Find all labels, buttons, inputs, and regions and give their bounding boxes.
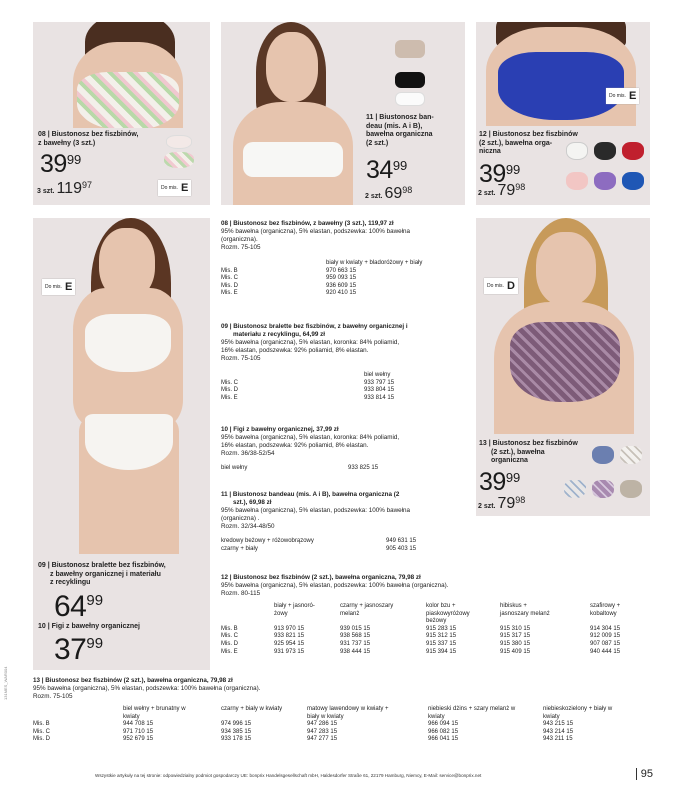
table-row: Mis. C 971 710 15 934 385 15 947 283 15 966 082 15 943 214 15 xyxy=(33,728,574,735)
product-photo-13 xyxy=(476,218,650,434)
product-caption-08: 08 | Biustonosz bez fiszbinów, z bawełny (3 szt.) xyxy=(38,131,139,147)
article-table-13: biel wełny + brunatny w kwiaty czarny + biały w kwiaty matowy lawendowy w kwiaty + biały w kwiaty niebieski dżins + szary melanż w kwiaty niebieskozielony + biały w kwiaty Mis. B 944 708 15 974 996 15 947 286 15 966 094 15 943 215 15 Mis. C 971 710 15 934 385 15 947 283 15 966 082 15 943 214 15 Mis. D 952 679 15 933 178 15 947 277 15 966 041 15 943 211 15 xyxy=(33,706,643,744)
article-table-11 xyxy=(221,538,416,553)
table-row: Mis. E 933 814 15 xyxy=(221,394,395,401)
multi-price-13: 2 szt. 7998 xyxy=(478,495,526,512)
product-photo-09 xyxy=(33,218,210,554)
description-10: 10 | Figi z bawełny organicznej, 37,99 zł 95% bawełna (organiczna), 5% elastan, koronka: 84% poliamid, 16% elastan, podszewka: 92% poliamid, 8% elastan. Rozm. 36/38-52/54 xyxy=(221,426,400,457)
cup-size-badge-13: Do mis. D xyxy=(484,278,518,294)
price-12: $39^{99}$ xyxy=(479,160,521,188)
table-row: Mis. B 970 663 15 xyxy=(221,267,357,274)
table-row: Mis. C 933 821 15 938 568 15 915 312 15 915 317 15 912 009 15 xyxy=(221,633,621,640)
table-row: Mis. D 936 609 15 xyxy=(221,282,357,289)
product-caption-11: 11 | Biustonosz ban- deau (mis. A i B), bawełna organiczna (2 szt.) xyxy=(366,114,434,147)
article-table-09: biel wełny Mis. C 933 797 15 Mis. D 933 804 15 Mis. E 933 814 15 xyxy=(221,372,395,401)
swatch-image xyxy=(594,142,616,160)
swatch-image xyxy=(166,135,192,149)
swatch-image xyxy=(594,172,616,190)
description-13: 13 | Biustonosz bez fiszbinów (2 szt.), bawełna organiczna, 79,98 zł 95% bawełna (organiczna), 5% elastan, podszewka: 100% bawełna (organiczna). Rozm. 75-105 xyxy=(33,677,261,700)
swatch-image xyxy=(620,480,642,498)
table-row: czarny + biały 905 403 15 xyxy=(221,545,417,552)
swatch-image xyxy=(395,72,425,88)
cup-size-badge-08: Do mis. E xyxy=(158,180,191,196)
swatch-image xyxy=(620,446,642,464)
cup-size-badge-09: Do mis. E xyxy=(42,279,75,295)
side-code: 131MES_WAR004 xyxy=(3,666,8,700)
swatch-image xyxy=(395,92,425,106)
price-08: $39^{99}$ xyxy=(40,150,82,178)
table-row: Mis. E 931 973 15 938 444 15 915 394 15 915 409 15 940 444 15 xyxy=(221,648,621,655)
table-row: Mis. D 952 679 15 933 178 15 947 277 15 966 041 15 943 211 15 xyxy=(33,736,573,743)
table-row: Mis. B 913 970 15 939 015 15 915 283 15 915 310 15 914 304 15 xyxy=(221,625,621,632)
table-row: kredowy beżowy + różowobrązowy 949 631 15 xyxy=(221,538,417,544)
table-row: Mis. D 933 804 15 xyxy=(221,387,395,394)
swatch-image xyxy=(622,142,644,160)
description-09: 09 | Biustonosz bralette bez fiszbinów, z bawełny organicznej i materiału z recyklingu, 64,99 zł 95% bawełna (organiczna), 5% elastan, koronka: 84% poliamid, 16% elastan, podszewka: 92% poliamid, 8% elastan. Rozm. 75-105 xyxy=(221,323,408,362)
table-row: Mis. C 933 797 15 xyxy=(221,379,395,386)
product-caption-09: 09 | Biustonosz bralette bez fiszbinów, z bawełny organicznej i materiału z recyklingu xyxy=(38,562,166,586)
multi-price-08: 3 szt. 11997 xyxy=(37,180,92,197)
product-photo-08 xyxy=(33,22,210,128)
product-caption-12: 12 | Biustonosz bez fiszbinów (2 szt.), bawełna orga- niczna xyxy=(479,131,578,155)
description-11: 11 | Biustonosz bandeau (mis. A i B), bawełna organiczna (2 szt.), 69,98 zł 95% bawełna (organiczna), 5% elastan, podszewka: 100% bawełna (organiczna) . Rozm. 32/34-48/50 xyxy=(221,491,411,530)
table-row: Mis. C 959 093 15 xyxy=(221,275,357,282)
cup-size-badge-12: Do mis. E xyxy=(606,88,639,104)
table-row: Mis. E 920 410 15 xyxy=(221,290,357,297)
table-row: Mis. B 944 708 15 974 996 15 947 286 15 966 094 15 943 215 15 xyxy=(33,721,574,728)
description-08: 08 | Biustonosz bez fiszbinów, z bawełny (3 szt.), 119,97 zł 95% bawełna (organiczna), 5% elastan, podszewka: 100% bawełna (organiczna). Rozm. 75-105 xyxy=(221,220,411,251)
swatch-image xyxy=(564,480,586,498)
product-caption-10: 10 | Figi z bawełny organicznej xyxy=(38,623,140,630)
article-table-10 xyxy=(221,465,378,473)
swatch-image xyxy=(592,446,614,464)
page-number: 95 xyxy=(636,768,653,780)
product-photo-12 xyxy=(476,22,650,126)
description-12: 12 | Biustonosz bez fiszbinów (2 szt.), bawełna organiczna, 79,98 zł 95% bawełna (organiczna), 5% elastan, podszewka: 100% bawełna (organiczna). Rozm. 80-115 xyxy=(221,574,449,597)
price-10: 3799 xyxy=(54,633,104,666)
swatch-image xyxy=(164,152,194,168)
article-table-08: biały w kwiaty + bladoróżowy + biały Mis. B 970 663 15 Mis. C 959 093 15 Mis. D 936 609 15 Mis. E 920 410 15 xyxy=(221,260,423,297)
product-photo-11 xyxy=(221,22,361,205)
table-row: Mis. D 925 954 15 931 737 15 915 337 15 915 380 15 907 087 15 xyxy=(221,640,621,647)
swatch-image xyxy=(566,172,588,190)
product-caption-13: 13 | Biustonosz bez fiszbinów (2 szt.), bawełna organiczna xyxy=(479,440,578,464)
price-13: $39^{99}$ xyxy=(479,468,521,496)
price-11: $34^{99}$ xyxy=(366,156,408,184)
swatch-image xyxy=(622,172,644,190)
table-row: biel wełny 933 825 15 xyxy=(221,465,379,471)
footer-legal: Wszystkie artykuły na tej stronie: odpowiedzialny podmiot gospodarczy UE: bonprix Handelsgesellschaft mbH, Haldesdorfer Straße 61, 22179 Hamburg, Niemcy, E-Mail: service@bonprix.net xyxy=(95,773,482,778)
article-table-12: biały + jasnoró- żowy czarny + jasnoszary melanż kolor bzu + piaskowyróżowy beżowy hibiskus + jasnoszary melanż szafirowy + kobaltowy Mis. B 913 970 15 939 015 15 915 283 15 915 310 15 914 304 15 Mis. C 933 821 15 938 568 15 915 312 15 915 317 15 912 009 15 Mis. D 925 954 15 931 737 15 915 337 15 915 380 15 907 087 15 Mis. E 931 973 15 938 444 15 915 394 15 915 409 15 940 444 15 xyxy=(221,603,640,656)
multi-price-12: 2 szt. 7998 xyxy=(478,182,526,199)
swatch-image xyxy=(566,142,588,160)
swatch-image xyxy=(395,40,425,58)
swatch-image xyxy=(592,480,614,498)
multi-price-11: 2 szt. 6998 xyxy=(365,185,413,202)
price-09: 6499 xyxy=(54,590,104,623)
